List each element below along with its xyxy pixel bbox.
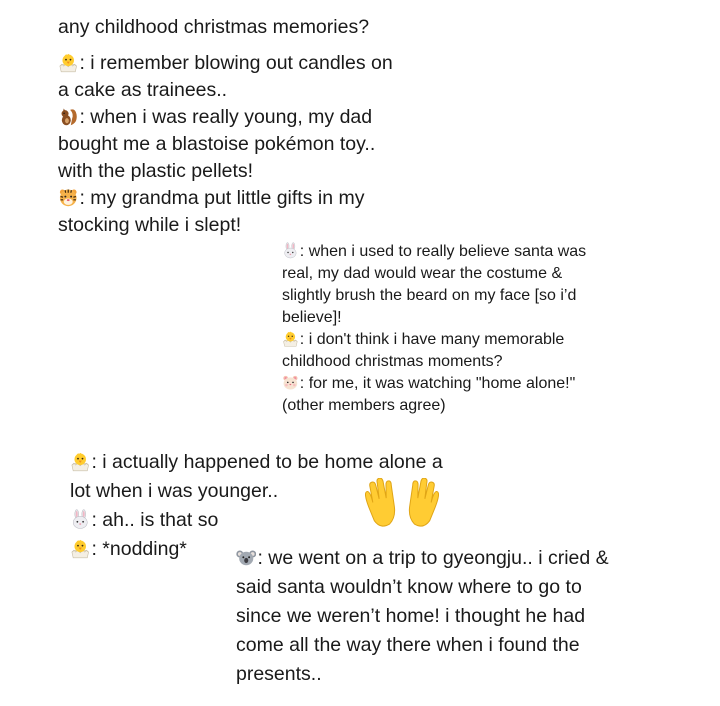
text-line: : for me, it was watching "home alone!" (282, 373, 586, 395)
text-line: believe]! (282, 309, 342, 326)
baby-chick-icon (58, 52, 78, 72)
text-line: : *nodding* (70, 535, 443, 564)
text-line: bought me a blastoise pokémon toy.. (58, 133, 376, 155)
text-line: childhood christmas moments? (282, 353, 503, 370)
squirrel-icon (58, 106, 78, 126)
text-line: come all the way there when i found the (236, 634, 580, 656)
rabbit-face-icon (282, 242, 299, 259)
text-line: since we weren’t home! i thought he had (236, 605, 586, 627)
text-line: stocking while i slept! (58, 214, 242, 236)
text-line: slightly brush the beard on my face [so i’d (282, 287, 577, 304)
text-line: : when i was really young, my dad (58, 104, 393, 131)
text-line: : i remember blowing out candles on (58, 50, 393, 77)
text-line: : ah.. is that so (70, 506, 443, 535)
baby-chick-icon (70, 538, 90, 558)
hamster-face-icon (282, 374, 299, 391)
second-text-block (282, 241, 586, 417)
text-line: lot when i was younger.. (70, 480, 279, 502)
baby-chick-icon (70, 451, 90, 471)
fourth-text-block (236, 544, 609, 689)
tiger-face-icon (58, 187, 78, 207)
text-line: (other members agree) (282, 397, 446, 414)
baby-chick-icon (282, 330, 299, 347)
text-line: : i don't think i have many memorable (282, 329, 586, 351)
text-line: with the plastic pellets! (58, 160, 254, 182)
text-line: : i actually happened to be home alone a (70, 448, 443, 477)
text-line: presents.. (236, 663, 322, 685)
question-line: any childhood christmas memories? (58, 16, 370, 38)
text-line: a cake as trainees.. (58, 79, 228, 101)
first-text-block (58, 14, 393, 239)
raising-hands-icon (362, 478, 442, 532)
text-line: : my grandma put little gifts in my (58, 185, 393, 212)
koala-icon (236, 547, 256, 567)
text-line: real, my dad would wear the costume & (282, 265, 563, 282)
rabbit-face-icon (70, 509, 90, 529)
text-line: : we went on a trip to gyeongju.. i cried & (236, 544, 609, 573)
text-line: : when i used to really believe santa was (282, 241, 586, 263)
text-line: said santa wouldn’t know where to go to (236, 576, 582, 598)
